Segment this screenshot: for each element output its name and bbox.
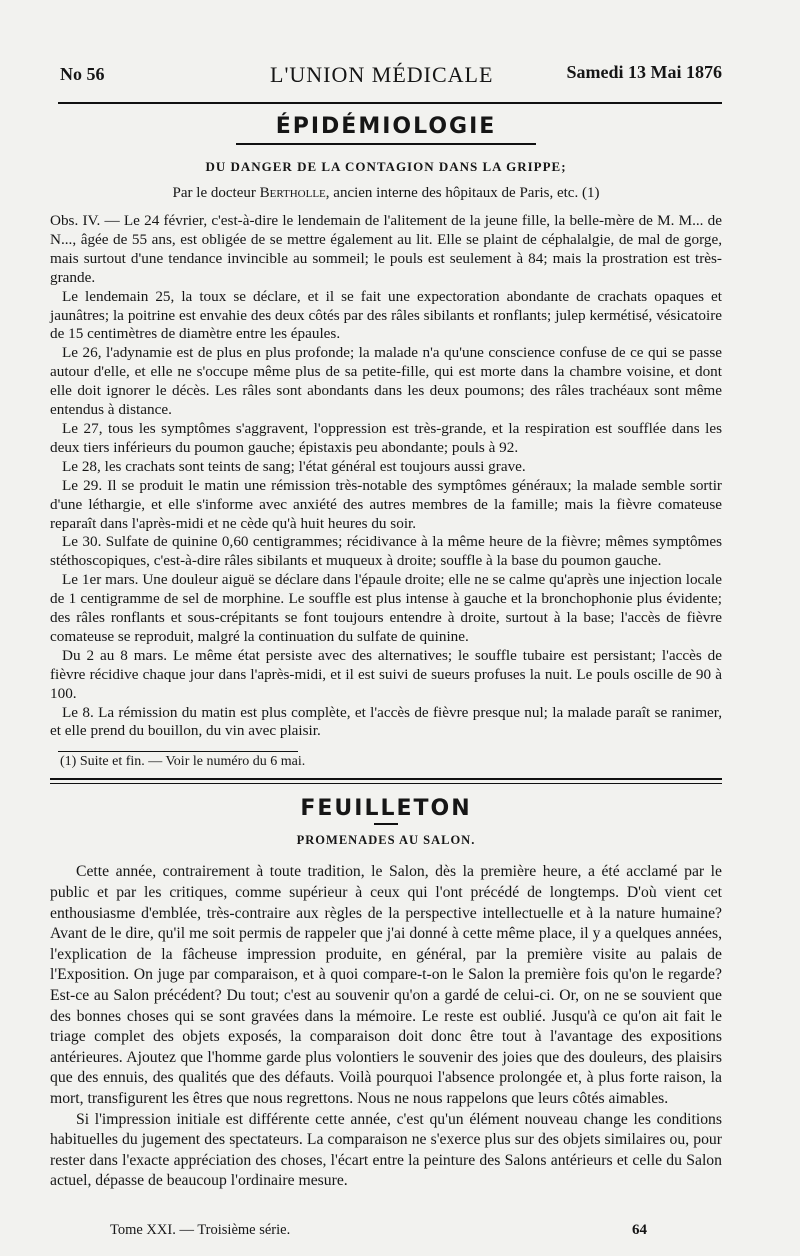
issue-number: No 56 — [60, 64, 105, 84]
issue-date: Samedi 13 Mai 1876 — [566, 62, 722, 82]
tome-label: Tome XXI. — Troisième série. — [110, 1222, 291, 1238]
byline-prefix: Par le docteur — [172, 185, 256, 201]
feuilleton-body — [50, 862, 722, 1192]
article-body — [50, 212, 722, 741]
article-paragraph: Le 8. La rémission du matin est plus complète, et l'accès de fièvre presque nul; la malade paraît se ranimer, et elle prend du bouillon, du vin avec plaisir. — [50, 703, 722, 740]
article-paragraph: Le 30. Sulfate de quinine 0,60 centigrammes; récidivance à la même heure de la fièvre; mêmes symptômes stéthoscopiques, c'est-à-dire râles sibilants et muqueux à droite; souffle à la base du poumon gauche. — [50, 533, 722, 570]
article-paragraph: Le 26, l'adynamie est de plus en plus profonde; la malade n'a qu'une conscience confuse de ce qui se passe autour d'elle, et elle ne s'occupe même plus de sa petite-fille, qui est morte dans la chambre voisine, et dont elle doit ignorer le décès. Les râles sont abondants dans les deux poumons; des râles trachéaux sont même entendus à distance. — [50, 344, 722, 419]
running-head — [50, 58, 722, 98]
title-rule — [236, 143, 536, 145]
footnote: (1) Suite et fin. — Voir le numéro du 6 mai. — [60, 754, 306, 770]
article-paragraph: Obs. IV. — Le 24 février, c'est-à-dire le lendemain de l'alitement de la jeune fille, la belle-mère de M. M... de N..., âgée de 55 ans, est obligée de se mettre également au lit. Elle se plaint de céphalalgie, de mal de gorge, mais surtout d'une tendance invincible au sommeil; le pouls est seulement à 84; mais la prostration est très-grande. — [50, 212, 722, 286]
article-paragraph: Le lendemain 25, la toux se déclare, et il se fait une expectoration abondante de crachats opaques et jaunâtres; la poitrine est envahie des deux côtés par des râles sibilants et ronflants; julep kermétisé, vésicatoire de 15 centimètres de diamètre entre les épaules. — [50, 287, 722, 343]
feuilleton-paragraph: Cette année, contrairement à toute tradition, le Salon, dès la première heure, a été acclamé par le public et par les critiques, comme supérieur à ceux qui l'ont précédé de longtemps. D'où vient cet enthousiasme d'emblée, très-contraire aux règles de la perspective intellectuelle et à la nature humaine? Avant de le dire, qu'il me soit permis de rappeler que j'ai donné à cette même place, il y a quelques années, l'explication de la fâcheuse impression produite, en général, par la première visite au palais de l'Exposition. On juge par comparaison, et à quoi compare-t-on le Salon la première fois qu'on le regarde? Est-ce au Salon précédent? Du tout; c'est au souvenir qu'on a gardé de celui-ci. Or, on ne se souvient que des bonnes choses qui se sont gravées dans la mémoire. Le reste est oublié. Jusqu'à ce qu'on ait fait le triage complet des objets exposés, la comparaison doit donc être tout à l'avantage des expositions antérieures. Ajoutez que l'homme garde plus volontiers le souvenir des joies que des douleurs, des plaisirs que des ennuis, des qualités que des défauts. Voilà pourquoi l'absence prolongée et, à plus forte raison, la mort, transfigurent les êtres que nous regrettons. Nous ne nous rappelons que leurs côtés aimables. — [50, 863, 722, 1107]
article-subtitle: DU DANGER DE LA CONTAGION DANS LA GRIPPE; — [205, 159, 567, 174]
feuilleton-title-rule — [374, 823, 398, 825]
article-paragraph: Le 29. Il se produit le matin une rémission très-notable des symptômes généraux; la malade semble sortir d'une léthargie, et elle s'informe avec anxiété des autres membres de la famille; mais la fièvre comateuse reparaît dans l'après-midi et ne cède qu'à huit heures du soir. — [50, 476, 722, 532]
journal-title: L'UNION MÉDICALE — [270, 62, 494, 87]
byline-author: Bertholle — [259, 185, 326, 201]
article-paragraph: Le 1er mars. Une douleur aiguë se déclare dans l'épaule droite; elle ne se calme qu'après une injection locale de 1 centigramme de sel de morphine. Le souffle est plus intense à gauche et la bronchophonie plus évidente; des râles ronflants et sous-crépitants se font toujours entendre à droite, surtout à la base; l'accès de fièvre comateuse se reproduit, malgré la continuation du sulfate de quinine. — [50, 571, 722, 645]
page-number: 64 — [632, 1222, 647, 1238]
feuilleton-subtitle: PROMENADES AU SALON. — [296, 833, 476, 848]
section-title: ÉPIDÉMIOLOGIE — [275, 114, 497, 139]
footnote-rule — [58, 751, 298, 752]
feuilleton-paragraph: Si l'impression initiale est différente cette année, c'est qu'un élément nouveau change les conditions habituelles du jugement des spectateurs. La comparaison ne s'exerce plus sur des objets similaires ou, pour rester dans l'exacte appréciation des choses, l'écart entre la peinture des Salons antérieurs et celle du Salon actuel, dépasse de beaucoup l'ordinaire mesure. — [50, 1110, 722, 1190]
article-paragraph: Le 28, les crachats sont teints de sang; l'état général est toujours aussi grave. — [62, 457, 526, 475]
page-footer — [0, 1222, 800, 1244]
feuilleton-title: FEUILLETON — [300, 796, 472, 822]
header-rule — [58, 102, 722, 104]
byline-suffix: , ancien interne des hôpitaux de Paris, etc. (1) — [325, 185, 600, 201]
article-byline — [50, 185, 722, 202]
article-paragraph: Le 27, tous les symptômes s'aggravent, l'oppression est très-grande, et la respiration est soufflée dans les deux tiers inférieurs du poumon gauche; épistaxis peu abondante; pouls à 92. — [50, 419, 722, 456]
article-paragraph: Du 2 au 8 mars. Le même état persiste avec des alternatives; le souffle tubaire est persistant; l'accès de fièvre récidive chaque jour dans l'après-midi, et il est suivi de sueurs profuses la nuit. Le pouls oscille de 90 à 100. — [50, 646, 722, 702]
feuilleton-divider — [50, 778, 722, 784]
